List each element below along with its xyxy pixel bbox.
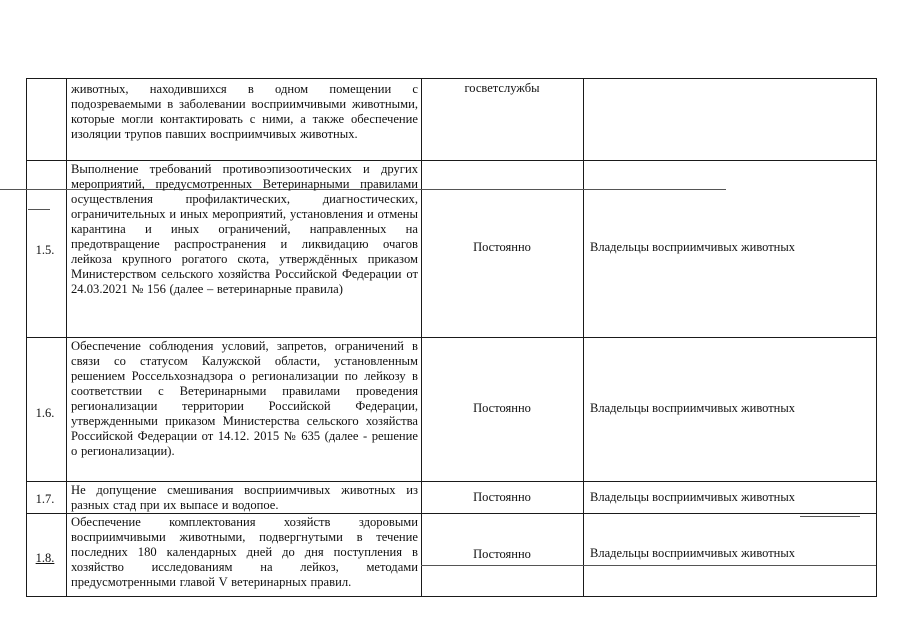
row-text: Обеспечение комплектования хозяйств здоровыми восприимчивыми животными, подвергнутыми в течение последних 180 календарных дней до дня поступления в хозяйство исследованиям на лейкоз, методами предусмотренными главой V ветеринарных правил. bbox=[71, 515, 418, 589]
row-number: 1.7. bbox=[35, 492, 55, 506]
row-deadline: Постоянно bbox=[473, 490, 531, 504]
row-responsible: Владельцы восприимчивых животных bbox=[590, 490, 796, 504]
row-responsible: Владельцы восприимчивых животных bbox=[590, 546, 796, 560]
row-text: животных, находившихся в одном помещении с подозреваемыми в заболевании восприимчивыми животными, которые могли контактировать с ними, а также обеспечение изоляции трупов павших восприимчивых животных. bbox=[71, 82, 418, 141]
row-deadline: Постоянно bbox=[473, 401, 531, 415]
row-number: 1.8. bbox=[35, 551, 55, 565]
row-divider bbox=[26, 160, 877, 161]
row-text: Не допущение смешивания восприимчивых животных из разных стад при их выпасе и водопое. bbox=[71, 483, 418, 512]
row-text: Выполнение требований противоэпизоотических и других мероприятий, предусмотренных Ветеринарными правилами осуществления профилактических, диагностических, ограничительных и иных мероприятий, установления и отмены карантина и иных ограничений, направленных на предотвращение распространения и ликвидацию очагов лейкоза крупного рогатого скота, утверждённых приказом Министерством сельского хозяйства Российской Федерации от 24.03.2021 № 156 (далее – ветеринарные правила) bbox=[71, 162, 418, 296]
row-divider bbox=[26, 337, 877, 338]
table-border-top bbox=[26, 78, 877, 79]
row-text: Обеспечение соблюдения условий, запретов, ограничений в связи со статусом Калужской области, установленным решением Россельхознадзора о регионализации по лейкозу в соответствии с Ветеринарными правилами проведения регионализации территории Российской Федерации, утвержденными приказом Министерства сельского хозяйства Российской Федерации от 14.12. 2015 № 635 (далее - решение о регионализации). bbox=[71, 339, 418, 458]
row-deadline: Постоянно bbox=[473, 547, 531, 561]
scan-artifact-line bbox=[28, 209, 50, 210]
row-number: 1.5. bbox=[35, 243, 55, 257]
row-divider bbox=[26, 481, 877, 482]
row-number: 1.6. bbox=[35, 406, 55, 420]
row-responsible: Владельцы восприимчивых животных bbox=[590, 401, 796, 415]
scan-artifact-line bbox=[421, 565, 876, 566]
scan-artifact-line bbox=[800, 516, 860, 517]
row-divider bbox=[26, 513, 877, 514]
row-responsible: Владельцы восприимчивых животных bbox=[590, 240, 796, 254]
row-deadline: госветслужбы bbox=[464, 81, 540, 95]
table-border-bottom bbox=[26, 596, 877, 597]
row-deadline: Постоянно bbox=[473, 240, 531, 254]
